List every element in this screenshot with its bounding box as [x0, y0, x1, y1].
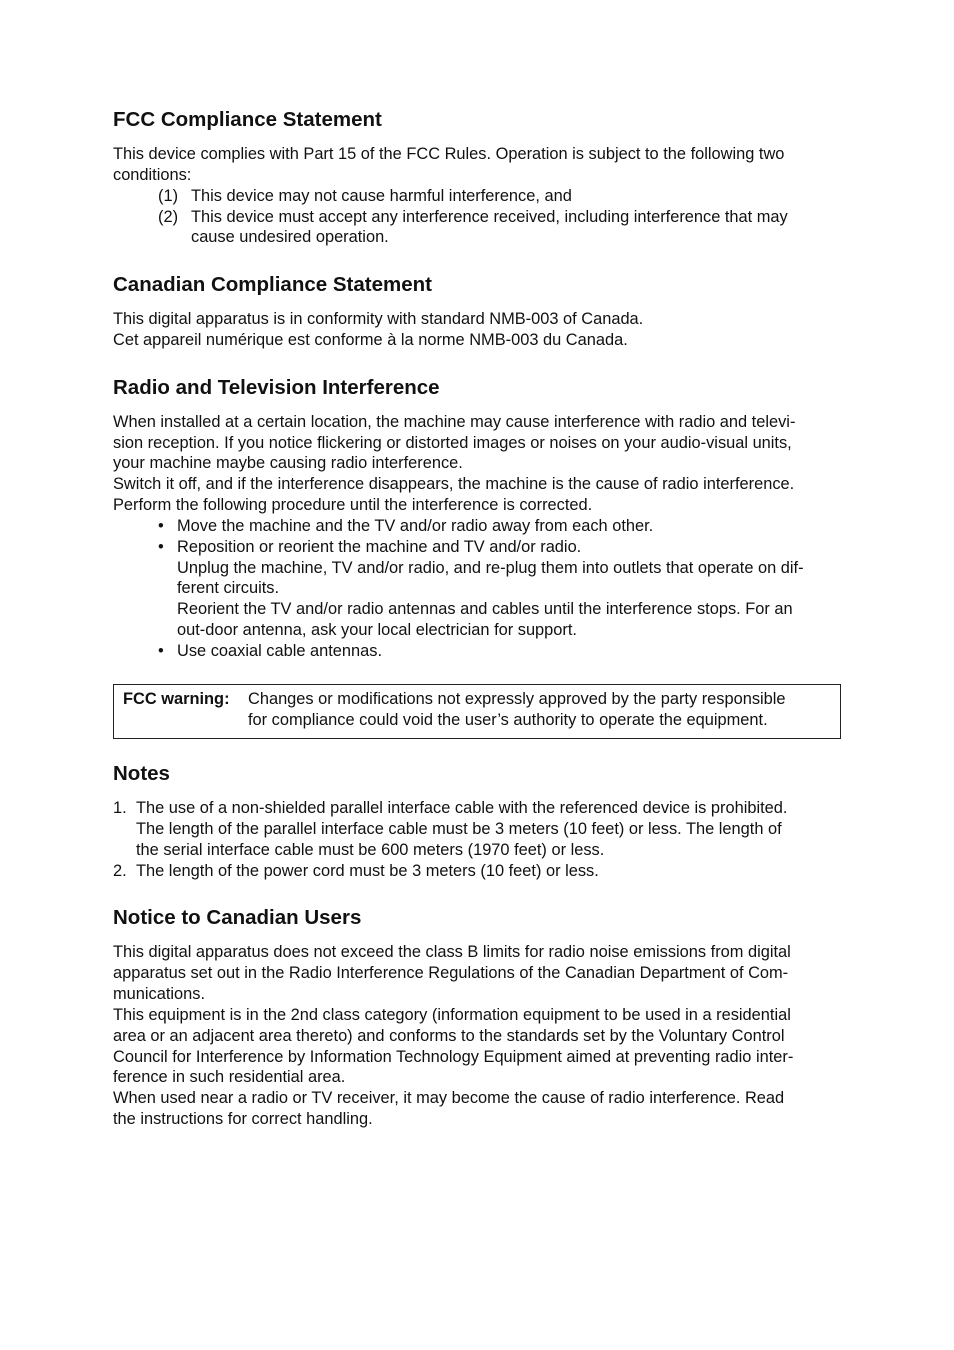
section-heading-notes: Notes — [113, 762, 170, 785]
radio-text-line: sion reception. If you notice flickering or distorted images or noises on your audio-visual units, — [113, 434, 792, 452]
section-heading-notice: Notice to Canadian Users — [113, 906, 362, 929]
notice-text-line: apparatus set out in the Radio Interference Regulations of the Canadian Department of Com- — [113, 964, 789, 982]
fcc-condition-text: This device must accept any interference received, including interference that may — [191, 208, 788, 226]
section-heading-fcc: FCC Compliance Statement — [113, 108, 382, 131]
note-text: The use of a non-shielded parallel interface cable with the referenced device is prohibited. — [136, 799, 788, 817]
note-number: 2. — [113, 862, 127, 880]
fcc-condition-number: (1) — [158, 187, 179, 205]
fcc-intro-line: This device complies with Part 15 of the FCC Rules. Operation is subject to the following two — [113, 145, 785, 163]
notice-text-line: ference in such residential area. — [113, 1068, 346, 1086]
canadian-text-line: Cet appareil numérique est conforme à la norme NMB-003 du Canada. — [113, 331, 628, 349]
radio-bullet-text: Reposition or reorient the machine and TV and/or radio. — [177, 538, 582, 556]
fcc-intro-line: conditions: — [113, 166, 192, 184]
notice-text-line: This equipment is in the 2nd class category (information equipment to be used in a residential — [113, 1006, 791, 1024]
notice-text-line: the instructions for correct handling. — [113, 1110, 373, 1128]
radio-bullet-text: out-door antenna, ask your local electrician for support. — [177, 621, 577, 639]
radio-text-line: Switch it off, and if the interference disappears, the machine is the cause of radio interference. — [113, 475, 795, 493]
notice-text-line: Council for Interference by Information Technology Equipment aimed at preventing radio inter- — [113, 1048, 794, 1066]
fcc-warning-text: Changes or modifications not expressly approved by the party responsible — [248, 690, 786, 708]
note-text: The length of the power cord must be 3 meters (10 feet) or less. — [136, 862, 599, 880]
radio-bullet-text: Move the machine and the TV and/or radio away from each other. — [177, 517, 654, 535]
fcc-condition-text: This device may not cause harmful interference, and — [191, 187, 572, 205]
fcc-warning-text: for compliance could void the user’s authority to operate the equipment. — [248, 711, 768, 729]
radio-text-line: When installed at a certain location, the machine may cause interference with radio and televi- — [113, 413, 796, 431]
radio-bullet-text: Unplug the machine, TV and/or radio, and re-plug them into outlets that operate on dif- — [177, 559, 804, 577]
notice-text-line: munications. — [113, 985, 206, 1003]
fcc-condition-number: (2) — [158, 208, 179, 226]
bullet-icon: • — [158, 538, 164, 556]
notice-text-line: area or an adjacent area thereto) and conforms to the standards set by the Voluntary Control — [113, 1027, 785, 1045]
note-text: The length of the parallel interface cable must be 3 meters (10 feet) or less. The length of — [136, 820, 782, 838]
radio-text-line: your machine maybe causing radio interference. — [113, 454, 463, 472]
radio-bullet-text: ferent circuits. — [177, 579, 280, 597]
section-heading-radio: Radio and Television Interference — [113, 376, 440, 399]
note-number: 1. — [113, 799, 127, 817]
radio-bullet-text: Reorient the TV and/or radio antennas and cables until the interference stops. For an — [177, 600, 793, 618]
radio-text-line: Perform the following procedure until the interference is corrected. — [113, 496, 593, 514]
canadian-text-line: This digital apparatus is in conformity with standard NMB-003 of Canada. — [113, 310, 644, 328]
bullet-icon: • — [158, 642, 164, 660]
notice-text-line: This digital apparatus does not exceed the class B limits for radio noise emissions from digital — [113, 943, 791, 961]
bullet-icon: • — [158, 517, 164, 535]
note-text: the serial interface cable must be 600 meters (1970 feet) or less. — [136, 841, 605, 859]
fcc-warning-label: FCC warning: — [123, 690, 230, 708]
notice-text-line: When used near a radio or TV receiver, it may become the cause of radio interference. Read — [113, 1089, 785, 1107]
radio-bullet-text: Use coaxial cable antennas. — [177, 642, 383, 660]
section-heading-canadian: Canadian Compliance Statement — [113, 273, 432, 296]
fcc-condition-text: cause undesired operation. — [191, 228, 389, 246]
